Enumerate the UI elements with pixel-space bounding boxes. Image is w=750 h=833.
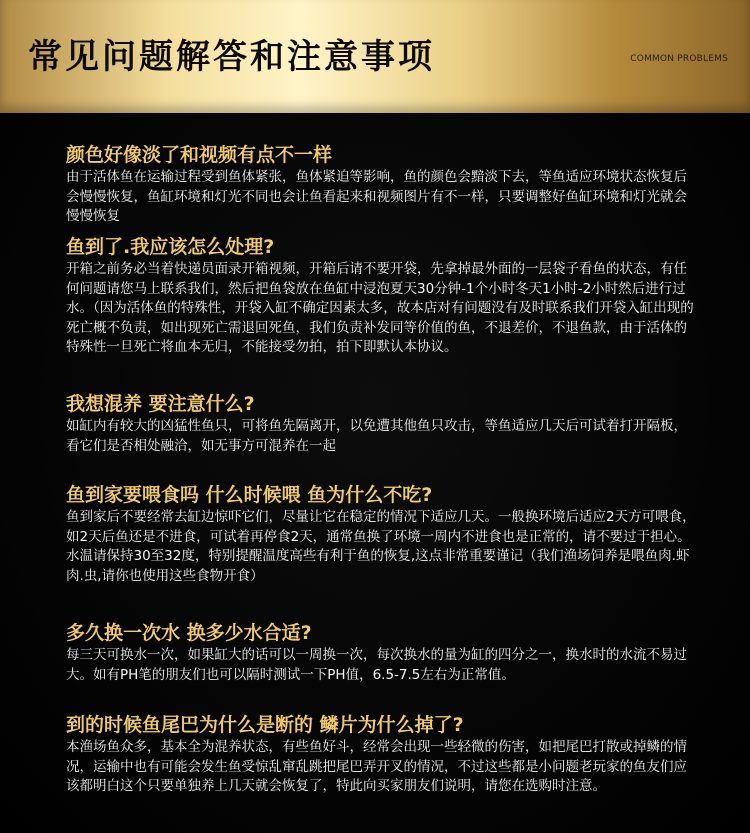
faq-heading: 多久换一次水 换多少水合适?	[66, 622, 312, 644]
faq-heading: 鱼到家要喂食吗 什么时候喂 鱼为什么不吃?	[66, 484, 433, 506]
faq-section-arrival	[66, 235, 696, 358]
faq-body: 如缸内有较大的凶猛性鱼只，可将鱼先隔离开，以免遭其他鱼只攻击，等鱼适应几天后可试着打开隔板，看它们是否相处融洽，如无事方可混养在一起	[66, 418, 687, 454]
faq-heading: 颜色好像淡了和视频有点不一样	[66, 144, 333, 166]
faq-heading: 到的时候鱼尾巴为什么是断的 鳞片为什么掉了?	[66, 714, 464, 736]
faq-heading: 鱼到了.我应该怎么处理?	[66, 236, 275, 258]
header-banner	[0, 0, 750, 113]
faq-section-feeding	[66, 483, 696, 586]
faq-section-mixing	[66, 392, 696, 456]
faq-body: 鱼到家后不要经常去缸边惊吓它们，尽量让它在稳定的情况下适应几天。一般换环境后适应2天方可喂食，如2天后鱼还是不进食，可试着再停食2天，通常鱼换了环境一周内不进食也是正常的，请不要过于担心。水温请保持30至32度，特别提醒温度高些有利于鱼的恢复,这点非常重要谨记（我们渔场饲养是喂鱼肉.虾肉.虫,请你也使用这些食物开食）	[66, 509, 696, 584]
faq-section-water	[66, 621, 696, 685]
page-subtitle: COMMON PROBLEMS	[630, 54, 728, 64]
faq-body: 每三天可换水一次，如果缸大的话可以一周换一次，每次换水的量为缸的四分之一，换水时的水流不易过大。如有PH笔的朋友们也可以隔时测试一下PH值，6.5-7.5左右为正常值。	[66, 647, 687, 683]
faq-section-color	[66, 143, 696, 227]
faq-body: 开箱之前务必当着快递员面录开箱视频，开箱后请不要开袋，先拿掉最外面的一层袋子看鱼的状态，有任何问题请您马上联系我们，然后把鱼袋放在鱼缸中浸泡夏天30分钟-1个小时冬天1小时-2小时然后进行过水。（因为活体鱼的特殊性，开袋入缸不确定因素太多，故本店对有问题没有及时联系我们开袋入缸出现的死亡概不负责，如出现死亡需退回死鱼，我们负责补发同等价值的鱼，不退差价，不退鱼款，由于活体的特殊性一旦死亡将血本无归，不能接受勿拍，拍下即默认本协议。	[66, 261, 694, 355]
page-title: 常见问题解答和注意事项	[28, 37, 435, 77]
faq-heading: 我想混养 要注意什么?	[66, 393, 255, 415]
faq-content	[0, 113, 750, 833]
faq-body: 由于活体鱼在运输过程受到鱼体紧张，鱼体紧迫等影响，鱼的颜色会黯淡下去，等鱼适应环境状态恢复后会慢慢恢复，鱼缸环境和灯光不同也会让鱼看起来和视频图片有不一样，只要调整好鱼缸环境和灯光就会慢慢恢复	[66, 169, 687, 224]
faq-body: 本渔场鱼众多，基本全为混养状态，有些鱼好斗，经常会出现一些轻微的伤害，如把尾巴打散或掉鳞的情况，运输中也有可能会发生鱼受惊乱窜乱跳把尾巴弄开叉的情况，不过这些都是小问题老玩家的鱼友们应该都明白这个只要单独养上几天就会恢复了，特此向买家朋友们说明，请您在选购时注意。	[66, 739, 687, 794]
faq-section-damage	[66, 713, 696, 797]
